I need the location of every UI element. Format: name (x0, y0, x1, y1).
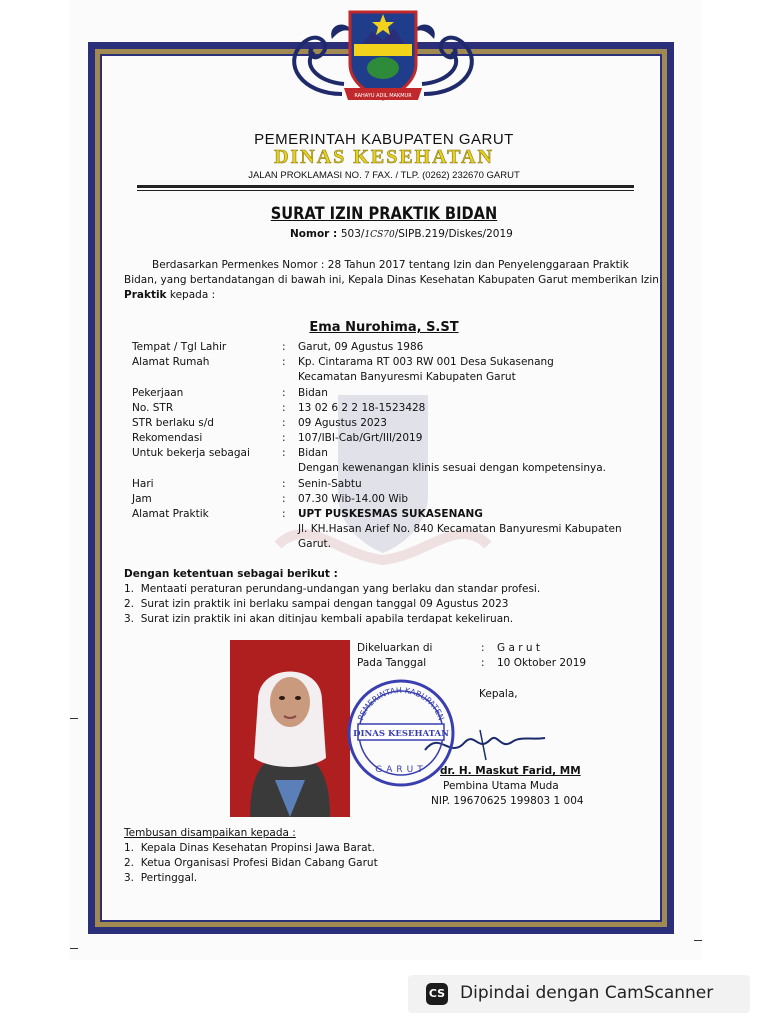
condition-text: Surat izin praktik ini akan ditinjau kembali apabila terdapat kekeliruan. (140, 613, 514, 625)
cc-text: Kepala Dinas Kesehatan Propinsi Jawa Barat. (140, 842, 375, 854)
field-value-str: 13 02 6 2 2 18-1523428 (298, 402, 426, 414)
field-value-practice-address-2: Garut. (298, 538, 331, 550)
scan-mark (70, 948, 78, 949)
number-colon: : (329, 228, 341, 240)
stamp-top-text: PEMERINTAH KABUPATEN (356, 685, 446, 722)
intro-bold: Praktik (124, 289, 167, 301)
camscanner-icon: CS (426, 983, 448, 1005)
scan-mark (694, 940, 702, 941)
field-value-address: Kp. Cintarama RT 003 RW 001 Desa Sukasenang (298, 356, 554, 368)
field-label-str-valid: STR berlaku s/d (132, 417, 214, 429)
field-label-str: No. STR (132, 402, 174, 414)
issue-date-label: Pada Tanggal (357, 657, 427, 669)
condition-number: 1. (124, 583, 141, 595)
camscanner-label: Dipindai dengan CamScanner (460, 983, 714, 1003)
issued-at-value: G a r u t (497, 642, 541, 654)
field-colon: : (282, 478, 286, 490)
field-value-work-as-2: Dengan kewenangan klinis sesuai dengan kompetensinya. (298, 462, 606, 474)
cc-item-2 (124, 856, 378, 871)
intro-line-3 (124, 288, 215, 303)
signatory-rank: Pembina Utama Muda (443, 780, 559, 792)
field-colon: : (282, 402, 286, 414)
field-colon: : (282, 417, 286, 429)
cc-item-1 (124, 841, 375, 856)
field-colon: : (282, 432, 286, 444)
issue-date-value: 10 Oktober 2019 (497, 657, 587, 669)
condition-text: Mentaati peraturan perundang-undangan yang berlaku dan standar profesi. (140, 583, 541, 595)
condition-text: Surat izin praktik ini berlaku sampai dengan tanggal 09 Agustus 2023 (140, 598, 509, 610)
camscanner-watermark (408, 975, 750, 1013)
field-colon: : (282, 447, 286, 459)
conditions-heading: Dengan ketentuan sebagai berikut : (124, 568, 338, 580)
garut-emblem (272, 4, 494, 116)
number-prefix: 503/ (340, 228, 365, 240)
field-value-work-as: Bidan (298, 447, 328, 459)
cc-number: 2. (124, 857, 141, 869)
issued-at-label: Dikeluarkan di (357, 642, 433, 654)
cc-heading: Tembusan disampaikan kepada : (124, 827, 296, 839)
condition-number: 2. (124, 598, 141, 610)
field-label-days: Hari (132, 478, 154, 490)
condition-number: 3. (124, 613, 141, 625)
field-colon: : (282, 493, 286, 505)
recipient-name: Ema Nurohima, S.ST (309, 320, 459, 335)
cc-number: 1. (124, 842, 141, 854)
signatory-position: Kepala, (479, 688, 518, 700)
signatory-name: dr. H. Maskut Farid, MM (440, 765, 581, 777)
signatory-nip: NIP. 19670625 199803 1 004 (431, 795, 584, 807)
field-value-recommendation: 107/IBI-Cab/Grt/III/2019 (298, 432, 423, 444)
header-rule-thin (137, 190, 634, 191)
header-rule-thick (137, 185, 634, 188)
intro-tail: kepada : (166, 289, 216, 301)
field-colon: : (282, 387, 286, 399)
field-value-birth: Garut, 09 Agustus 1986 (298, 341, 424, 353)
field-value-days: Senin-Sabtu (298, 478, 362, 490)
field-label-birth: Tempat / Tgl Lahir (132, 341, 227, 353)
number-label: Nomor (290, 228, 330, 240)
intro-line-2: Bidan, yang bertandatangan di bawah ini, Kepala Dinas Kesehatan Kabupaten Garut memberikan Izin (124, 274, 659, 286)
field-colon: : (282, 356, 286, 368)
cc-text: Pertinggal. (140, 872, 198, 884)
field-label-hours: Jam (132, 493, 152, 505)
intro-line-1: Berdasarkan Permenkes Nomor : 28 Tahun 2017 tentang Izin dan Penyelenggaraan Praktik (152, 259, 629, 271)
cc-text: Ketua Organisasi Profesi Bidan Cabang Garut (140, 857, 378, 869)
field-label-practice-address: Alamat Praktik (132, 508, 209, 520)
holder-photo (230, 640, 350, 817)
condition-item-2 (124, 597, 508, 612)
number-handwritten: 1CS70 (364, 230, 395, 240)
document-title: SURAT IZIN PRAKTIK BIDAN (270, 204, 498, 224)
government-name: PEMERINTAH KABUPATEN GARUT (254, 131, 514, 148)
field-value-job: Bidan (298, 387, 328, 399)
agency-name: DINAS KESEHATAN (274, 146, 494, 168)
cc-number: 3. (124, 872, 141, 884)
field-label-recommendation: Rekomendasi (132, 432, 203, 444)
field-value-address-2: Kecamatan Banyuresmi Kabupaten Garut (298, 371, 516, 383)
field-value-practice-address: Jl. KH.Hasan Arief No. 840 Kecamatan Banyuresmi Kabupaten (298, 523, 622, 535)
number-suffix: /SIPB.219/Diskes/2019 (394, 228, 513, 240)
field-colon: : (282, 508, 286, 520)
date-colon: : (481, 657, 485, 669)
condition-item-1 (124, 582, 540, 597)
field-value-practice-name: UPT PUSKESMAS SUKASENANG (298, 508, 483, 520)
issued-colon: : (481, 642, 485, 654)
condition-item-3 (124, 612, 513, 627)
holder-portrait (230, 640, 350, 817)
stamp-bottom-text: GARUT (375, 765, 427, 775)
field-label-job: Pekerjaan (132, 387, 184, 399)
document-number (290, 228, 513, 240)
agency-address: JALAN PROKLAMASI NO. 7 FAX. / TLP. (0262) 232670 GARUT (248, 170, 520, 181)
field-colon: : (282, 341, 286, 353)
stamp-center-text: DINAS KESEHATAN (353, 729, 449, 739)
scan-mark (70, 718, 78, 719)
field-label-address: Alamat Rumah (132, 356, 210, 368)
field-value-hours: 07.30 Wib-14.00 Wib (298, 493, 409, 505)
cc-item-3 (124, 871, 197, 886)
field-value-str-valid: 09 Agustus 2023 (298, 417, 387, 429)
field-label-work-as: Untuk bekerja sebagai (132, 447, 250, 459)
emblem-ribbon: RAHAYU ADIL MAKMUR (354, 93, 412, 99)
